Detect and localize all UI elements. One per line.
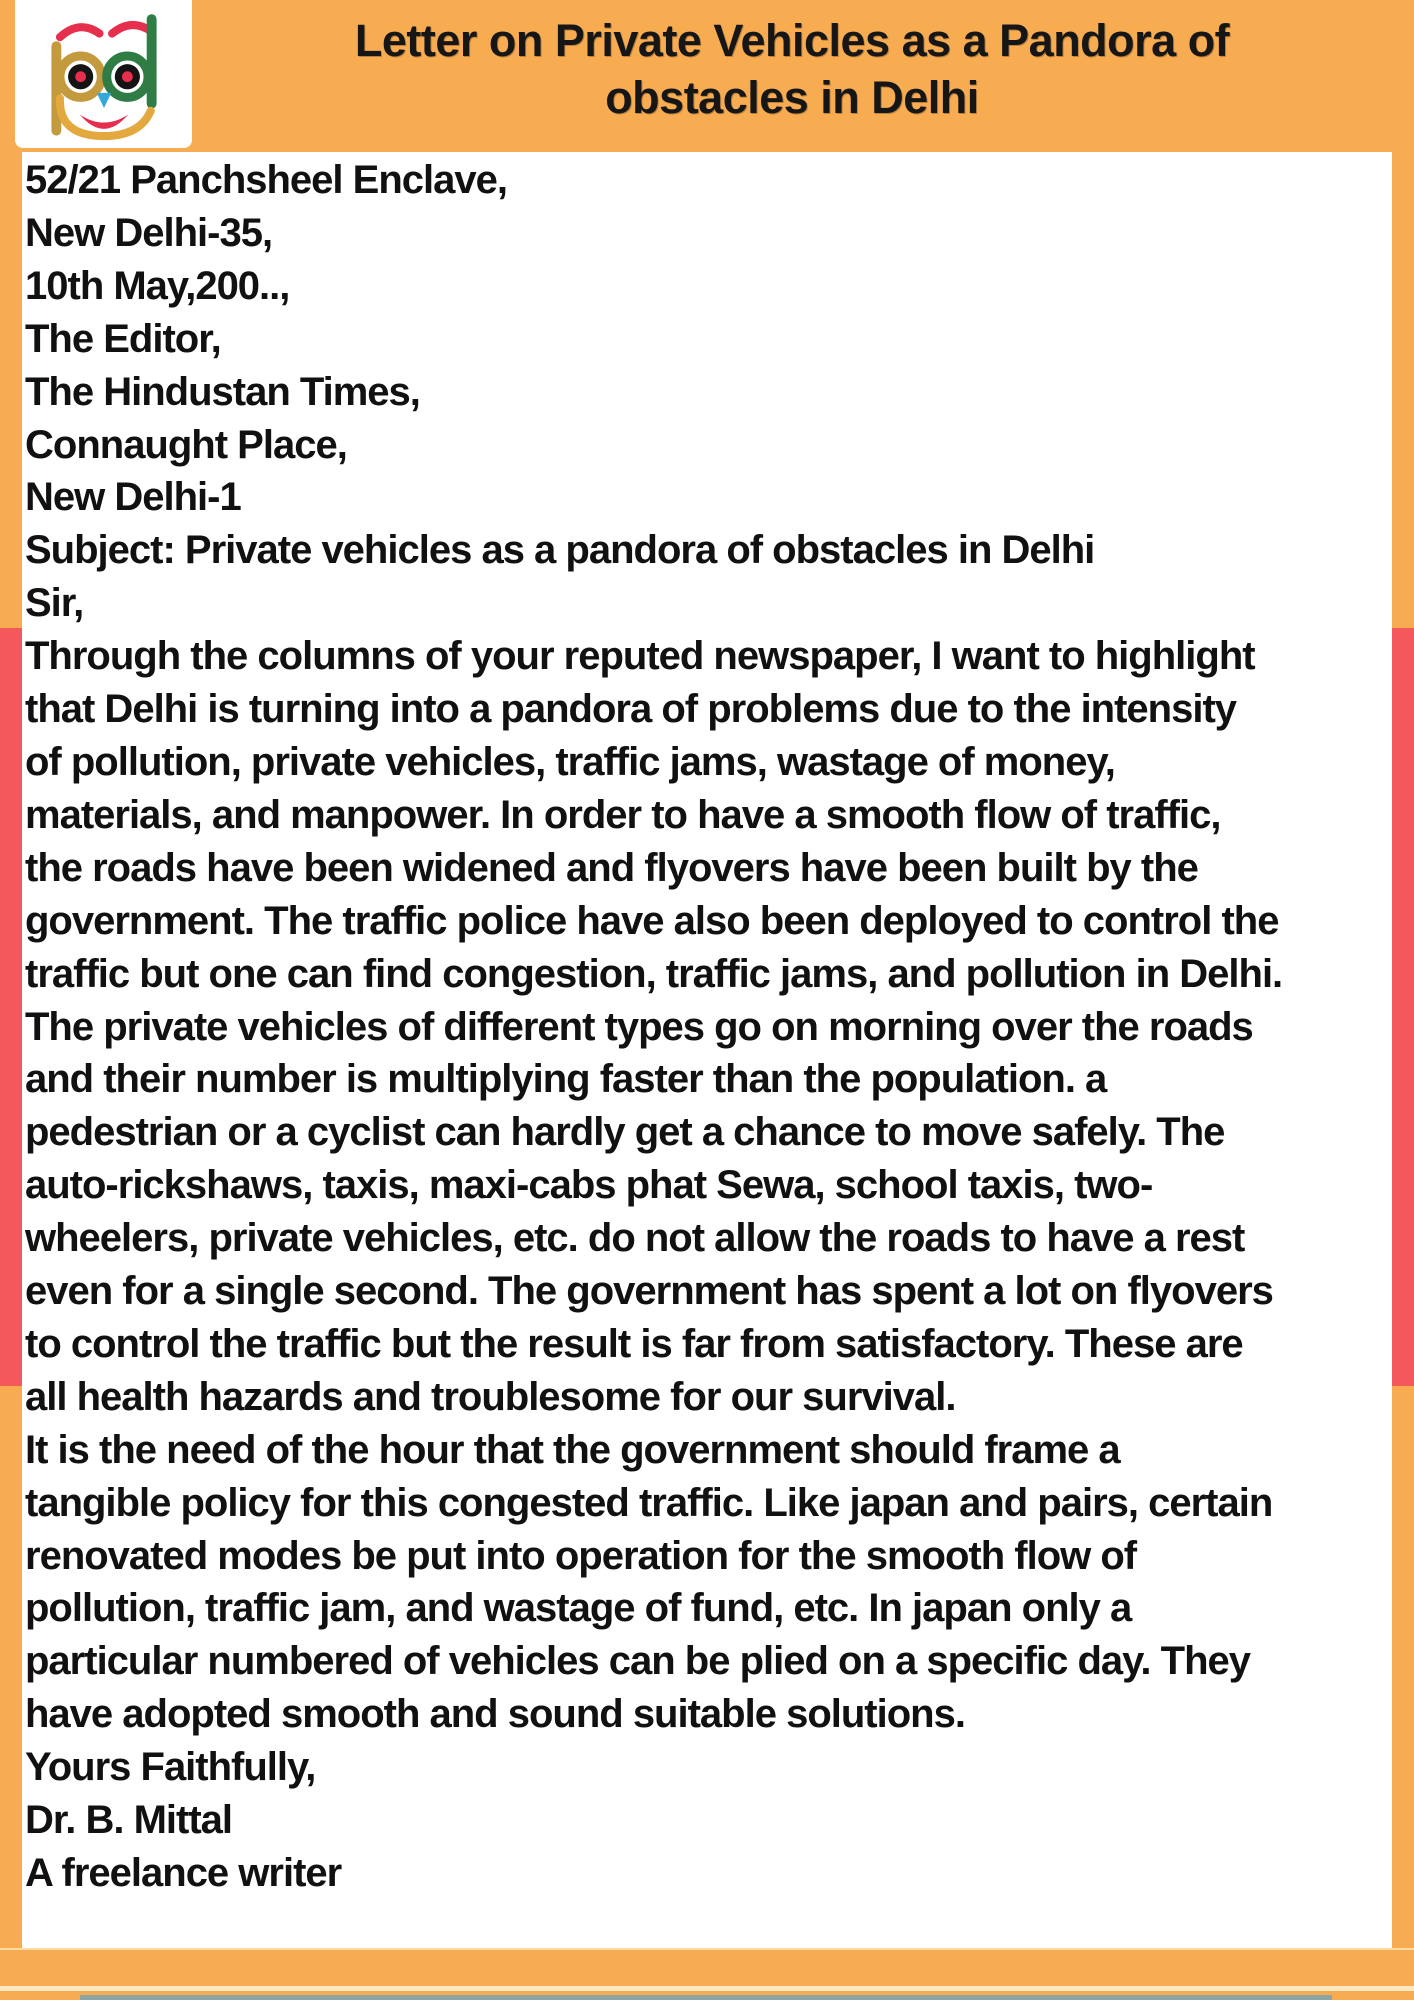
letter-line: pollution, traffic jam, and wastage of fund, etc. In japan only a (25, 1586, 1132, 1631)
letter-line: wheelers, private vehicles, etc. do not allow the roads to have a rest (25, 1216, 1245, 1261)
letter-line: all health hazards and troublesome for our survival. (25, 1374, 956, 1419)
letter-line: particular numbered of vehicles can be plied on a specific day. They (25, 1639, 1250, 1684)
pd-face-icon (24, 5, 184, 143)
letter-line: renovated modes be put into operation for the smooth flow of (25, 1533, 1137, 1578)
letter-line: traffic but one can find congestion, traffic jams, and pollution in Delhi. (25, 951, 1283, 996)
letter-line: Sir, (25, 581, 84, 626)
letter-line: auto-rickshaws, taxis, maxi-cabs phat Sewa, school taxis, two- (25, 1163, 1153, 1208)
left-strip-red (0, 628, 22, 1386)
left-strip-orange-bottom (0, 1386, 22, 2000)
header-bar (0, 0, 1414, 152)
letter-line: New Delhi-35, (25, 210, 273, 255)
footer-cream-line (0, 1986, 1414, 1991)
page-title (192, 0, 1392, 152)
pd-logo (15, 0, 192, 148)
letter-line: tangible policy for this congested traffic. Like japan and pairs, certain (25, 1480, 1273, 1525)
left-strip-orange-top (0, 152, 22, 628)
letter-line: the roads have been widened and flyovers have been built by the (25, 845, 1198, 890)
letter-line: even for a single second. The government has spent a lot on flyovers (25, 1269, 1273, 1314)
letter-line: 10th May,200.., (25, 263, 290, 308)
letter-line: Dr. B. Mittal (25, 1798, 233, 1843)
letter-line: pedestrian or a cyclist can hardly get a chance to move safely. The (25, 1110, 1225, 1155)
letter-line: 52/21 Panchsheel Enclave, (25, 158, 507, 202)
letter-body (25, 152, 1414, 1900)
page-title-line2: obstacles in Delhi (605, 72, 979, 123)
letter-line: It is the need of the hour that the government should frame a (25, 1427, 1120, 1472)
letter-line: New Delhi-1 (25, 475, 241, 520)
letter-line: A freelance writer (25, 1851, 342, 1895)
page-title-line1: Letter on Private Vehicles as a Pandora of (354, 15, 1230, 66)
letter-line: The private vehicles of different types go on morning over the roads (25, 1004, 1253, 1049)
letter-line: of pollution, private vehicles, traffic jams, wastage of money, (25, 739, 1115, 784)
letter-line: Through the columns of your reputed newspaper, I want to highlight (25, 634, 1255, 679)
letter-line: government. The traffic police have also been deployed to control the (25, 898, 1279, 943)
footer-teal-strip (80, 1995, 1332, 2000)
letter-line: that Delhi is turning into a pandora of problems due to the intensity (25, 687, 1237, 732)
letter-line: materials, and manpower. In order to have a smooth flow of traffic, (25, 792, 1221, 837)
letter-line: Connaught Place, (25, 422, 347, 467)
letter-line: have adopted smooth and sound suitable solutions. (25, 1692, 965, 1737)
letter-line: to control the traffic but the result is far from satisfactory. These are (25, 1321, 1243, 1366)
letter-line: Subject: Private vehicles as a pandora of obstacles in Delhi (25, 528, 1095, 573)
letter-line: The Editor, (25, 316, 221, 361)
letter-line: and their number is multiplying faster than the population. a (25, 1057, 1107, 1102)
footer-bar (0, 1948, 1414, 2000)
letter-line: The Hindustan Times, (25, 369, 420, 414)
letter-line: Yours Faithfully, (25, 1745, 316, 1790)
